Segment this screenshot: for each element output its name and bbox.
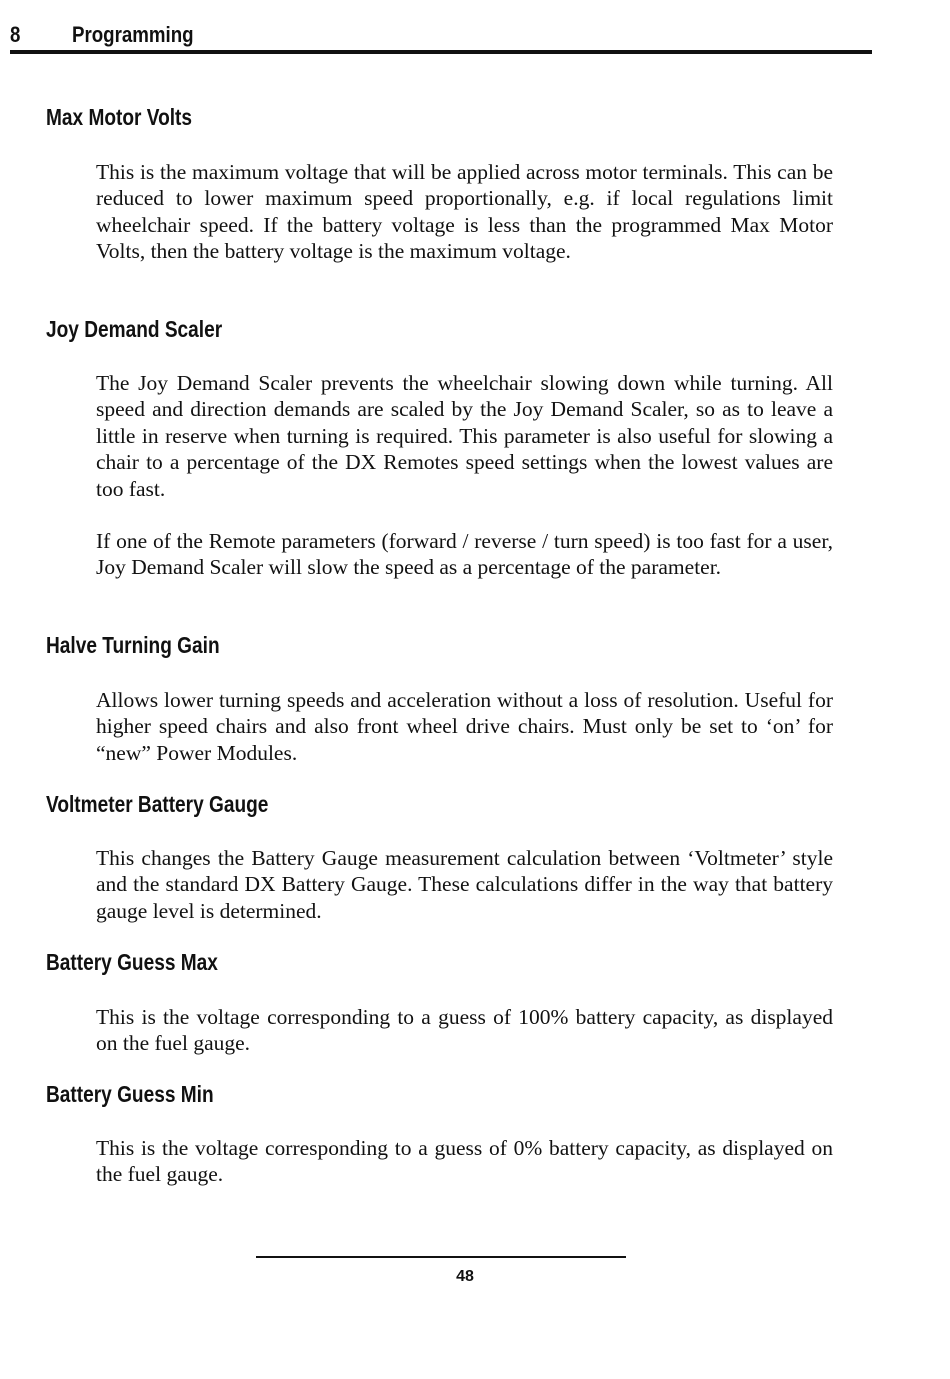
chapter-number: 8	[10, 22, 21, 47]
footer-divider	[256, 1256, 626, 1258]
section-paragraph: If one of the Remote parameters (forward / reverse / turn speed) is too fast for a user, Joy Demand Scaler will slow the speed as a percentage of the parameter.	[96, 529, 833, 580]
section-heading: Max Motor Volts	[46, 104, 193, 130]
page-header	[10, 20, 872, 54]
section-paragraph: This is the voltage corresponding to a guess of 0% battery capacity, as displayed on the fuel gauge.	[96, 1136, 833, 1187]
section-heading: Joy Demand Scaler	[46, 316, 223, 342]
section-paragraph: The Joy Demand Scaler prevents the wheelchair slowing down while turning. All speed and direction demands are scaled by the Joy Demand Scaler, so as to leave a little in reserve when turning is required. This parameter is also useful for slowing a chair to a percentage of the DX Remotes speed settings when the lowest values are too fast.	[96, 371, 833, 501]
section-paragraph: This is the maximum voltage that will be applied across motor terminals. This can be reduced to lower maximum speed proportionally, e.g. if local regulations limit wheelchair speed. If the battery voltage is less than the programmed Max Motor Volts, then the battery voltage is the maximum voltage.	[96, 160, 833, 264]
section-heading: Battery Guess Max	[46, 949, 218, 975]
section-paragraph: Allows lower turning speeds and acceleration without a loss of resolution. Useful for higher speed chairs and also front wheel drive chairs. Must only be set to ‘on’ for “new” Power Modules.	[96, 688, 833, 765]
section-paragraph: This changes the Battery Gauge measurement calculation between ‘Voltmeter’ style and the standard DX Battery Gauge. These calculations differ in the way that battery gauge level is determined.	[96, 846, 833, 923]
section-heading: Halve Turning Gain	[46, 632, 220, 658]
page-number: 48	[456, 1268, 474, 1285]
section-heading: Battery Guess Min	[46, 1081, 214, 1107]
section-paragraph: This is the voltage corresponding to a guess of 100% battery capacity, as displayed on the fuel gauge.	[96, 1005, 833, 1056]
section-heading: Voltmeter Battery Gauge	[46, 791, 269, 817]
chapter-title: Programming	[72, 22, 194, 47]
